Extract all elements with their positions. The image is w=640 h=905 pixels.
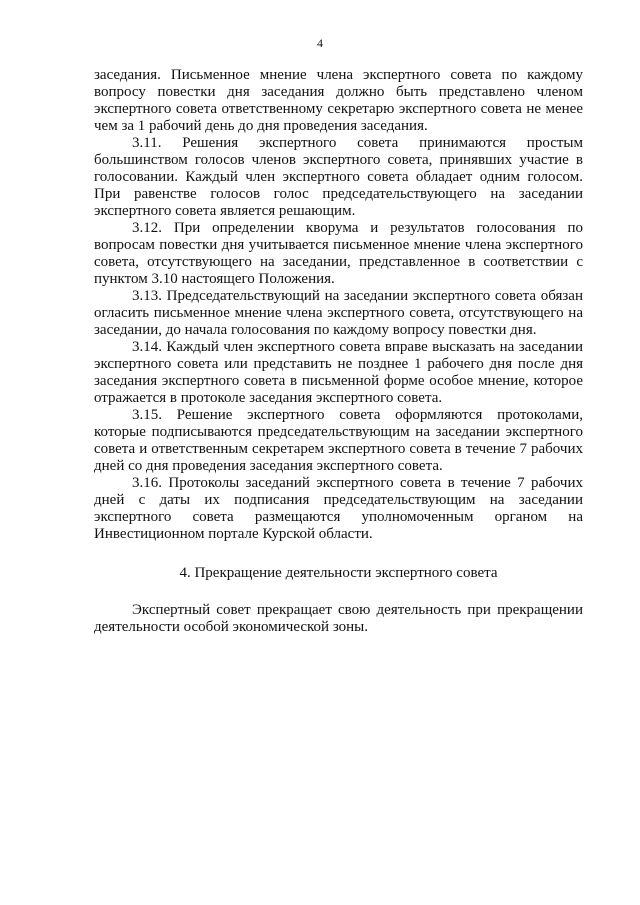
paragraph-final: Экспертный совет прекращает свою деятельность при прекращении деятельности особой экономической зоны.	[94, 602, 583, 635]
page-number: 4	[317, 36, 323, 50]
paragraph-3-11: 3.11. Решения экспертного совета принимаются простым большинством голосов членов экспертного совета, принявших участие в голосовании. Каждый член экспертного совета обладает одним голосом. При равенстве голосов голос председательствующего на заседании экспертного совета является решающим.	[94, 135, 583, 219]
paragraph-3-14: 3.14. Каждый член экспертного совета вправе высказать на заседании экспертного совета или представить не позднее 1 рабочего дня после дня заседания экспертного совета в письменной форме особое мнение, которое отражается в протоколе заседания экспертного совета.	[94, 339, 583, 406]
paragraph-3-12: 3.12. При определении кворума и результатов голосования по вопросам повестки дня учитывается письменное мнение члена экспертного совета, отсутствующего на заседании, представленное в соответствии с пунктом 3.10 настоящего Положения.	[94, 220, 583, 287]
document-body	[94, 67, 583, 636]
paragraph-3-15: 3.15. Решение экспертного совета оформляются протоколами, которые подписываются председательствующим на заседании экспертного совета и ответственным секретарем экспертного совета в течение 7 рабочих дней со дня проведения заседания экспертного совета.	[94, 407, 583, 474]
paragraph-3-13: 3.13. Председательствующий на заседании экспертного совета обязан огласить письменное мнение члена экспертного совета, отсутствующего на заседании, до начала голосования по каждому вопросу повестки дня.	[94, 288, 583, 338]
paragraph-continuation: заседания. Письменное мнение члена экспертного совета по каждому вопросу повестки дня заседания должно быть представлено членом экспертного совета ответственному секретарю экспертного совета не менее чем за 1 рабочий день до дня проведения заседания.	[94, 67, 583, 134]
section-heading: 4. Прекращение деятельности экспертного совета	[179, 565, 498, 581]
paragraph-3-16: 3.16. Протоколы заседаний экспертного совета в течение 7 рабочих дней с даты их подписания председательствующим на заседании экспертного совета размещаются уполномоченным органом на Инвестиционном портале Курской области.	[94, 475, 583, 542]
